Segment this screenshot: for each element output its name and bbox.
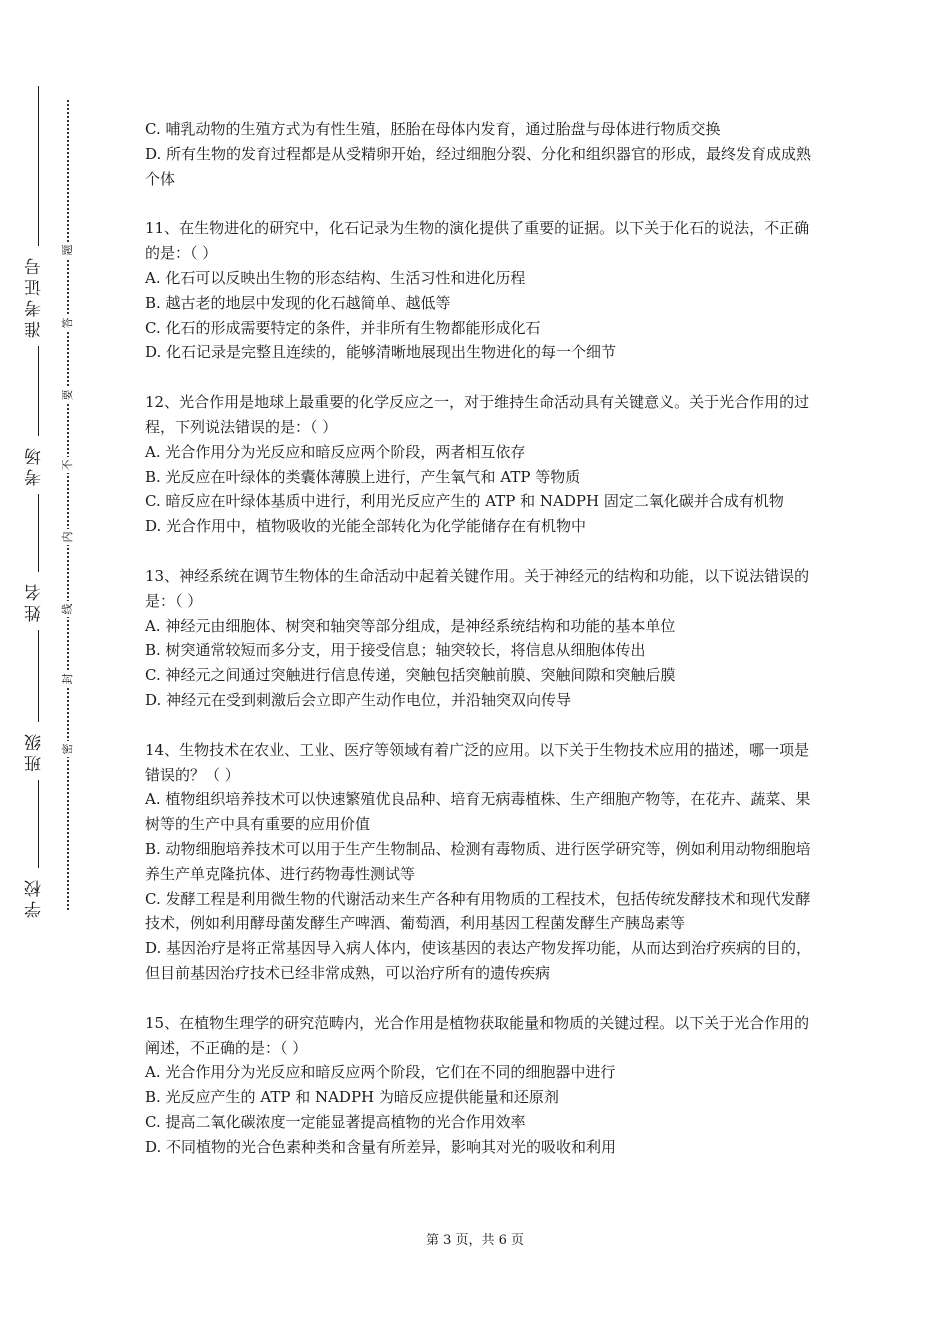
field-name: 姓名 [25, 580, 45, 622]
question-15 [145, 1011, 815, 1160]
option-b: B. 越古老的地层中发现的化石越简单、越低等 [145, 293, 451, 312]
seal-char: 线 [60, 601, 76, 617]
option-b: B. 光反应在叶绿体的类囊体薄膜上进行，产生氧气和 ATP 等物质 [145, 467, 581, 486]
fill-line [38, 86, 39, 246]
option-a: A. 化石可以反映出生物的形态结构、生活习性和进化历程 [145, 268, 526, 287]
field-school: 学校 [25, 876, 45, 918]
fill-line [38, 630, 39, 722]
option-a: A. 光合作用分为光反应和暗反应两个阶段，它们在不同的细胞器中进行 [145, 1063, 616, 1082]
question-12 [145, 390, 815, 539]
field-exam-room: 考场 [25, 444, 45, 486]
question-stem: 15、在植物生理学的研究范畴内，光合作用是植物获取能量和物质的关键过程。以下关于光合作用的阐述，不正确的是：（ ） [145, 1013, 810, 1057]
seal-char: 密 [60, 741, 76, 757]
option-d: D. 基因治疗是将正常基因导入病人体内，使该基因的表达产物发挥功能，从而达到治疗疾病的目的，但目前基因治疗技术已经非常成熟，可以治疗所有的遗传疾病 [145, 939, 812, 982]
question-stem: 13、神经系统在调节生物体的生命活动中起着关键作用。关于神经元的结构和功能，以下说法错误的是：（ ） [145, 566, 810, 610]
option-c: C. 发酵工程是利用微生物的代谢活动来生产各种有用物质的工程技术，包括传统发酵技术和现代发酵技术，例如利用酵母菌发酵生产啤酒、葡萄酒，利用基因工程菌发酵生产胰岛素等 [145, 889, 811, 933]
option-a: A. 植物组织培养技术可以快速繁殖优良品种、培育无病毒植株、生产细胞产物等，在花卉、蔬菜、果树等的生产中具有重要的应用价值 [145, 790, 811, 834]
option-c: C. 提高二氧化碳浓度一定能显著提高植物的光合作用效率 [145, 1112, 526, 1131]
option-c: C. 化石的形成需要特定的条件，并非所有生物都能形成化石 [145, 318, 541, 337]
option-d: D. 所有生物的发育过程都是从受精卵开始，经过细胞分裂、分化和组织器官的形成，最终发育成成熟个体 [145, 144, 812, 188]
option-c: C. 暗反应在叶绿体基质中进行，利用光反应产生的 ATP 和 NADPH 固定二氧化碳并合成有机物 [145, 492, 784, 511]
fill-line [38, 780, 39, 868]
question-stem: 14、生物技术在农业、工业、医疗等领域有着广泛的应用。以下关于生物技术应用的描述，哪一项是错误的？（ ） [145, 740, 810, 784]
seal-dotted-line [67, 100, 69, 910]
question-11 [145, 216, 815, 365]
option-d: D. 不同植物的光合色素种类和含量有所差异，影响其对光的吸收和利用 [145, 1137, 617, 1156]
question-10-continued [145, 117, 815, 191]
option-b: B. 光反应产生的 ATP 和 NADPH 为暗反应提供能量和还原剂 [145, 1088, 559, 1107]
question-14 [145, 738, 815, 986]
option-d: D. 光合作用中，植物吸收的光能全部转化为化学能储存在有机物中 [145, 517, 587, 536]
question-13 [145, 564, 815, 713]
seal-char: 题 [60, 242, 76, 258]
option-d: D. 化石记录是完整且连续的，能够清晰地展现出生物进化的每一个细节 [145, 343, 617, 362]
option-d: D. 神经元在受到刺激后会立即产生动作电位，并沿轴突双向传导 [145, 690, 572, 709]
seal-char: 不 [60, 457, 76, 473]
seal-char: 封 [60, 671, 76, 687]
seal-char: 内 [60, 529, 76, 545]
option-c: C. 哺乳动物的生殖方式为有性生殖，胚胎在母体内发育，通过胎盘与母体进行物质交换 [145, 120, 721, 138]
fill-line [38, 494, 39, 572]
seal-char: 要 [60, 387, 76, 403]
option-a: A. 光合作用分为光反应和暗反应两个阶段，两者相互依存 [145, 442, 526, 461]
exam-content [145, 117, 815, 1159]
question-stem: 11、在生物进化的研究中，化石记录为生物的演化提供了重要的证据。以下关于化石的说法，不正确的是：（ ） [145, 219, 810, 263]
page-number: 第 3 页，共 6 页 [425, 1233, 525, 1248]
option-c: C. 神经元之间通过突触进行信息传递，突触包括突触前膜、突触间隙和突触后膜 [145, 666, 676, 685]
field-exam-number: 准考证号 [25, 254, 45, 338]
field-class: 班级 [25, 730, 45, 772]
question-stem: 12、光合作用是地球上最重要的化学反应之一，对于维持生命活动具有关键意义。关于光合作用的过程，下列说法错误的是：（ ） [145, 393, 810, 436]
option-a: A. 神经元由细胞体、树突和轴突等部分组成，是神经系统结构和功能的基本单位 [145, 616, 676, 635]
seal-char: 答 [60, 315, 76, 331]
fill-line [38, 346, 39, 436]
option-b: B. 树突通常较短而多分支，用于接受信息；轴突较长，将信息从细胞体传出 [145, 641, 646, 660]
option-b: B. 动物细胞培养技术可以用于生产生物制品、检测有毒物质、进行医学研究等，例如利用动物细胞培养生产单克隆抗体、进行药物毒性测试等 [145, 839, 811, 883]
